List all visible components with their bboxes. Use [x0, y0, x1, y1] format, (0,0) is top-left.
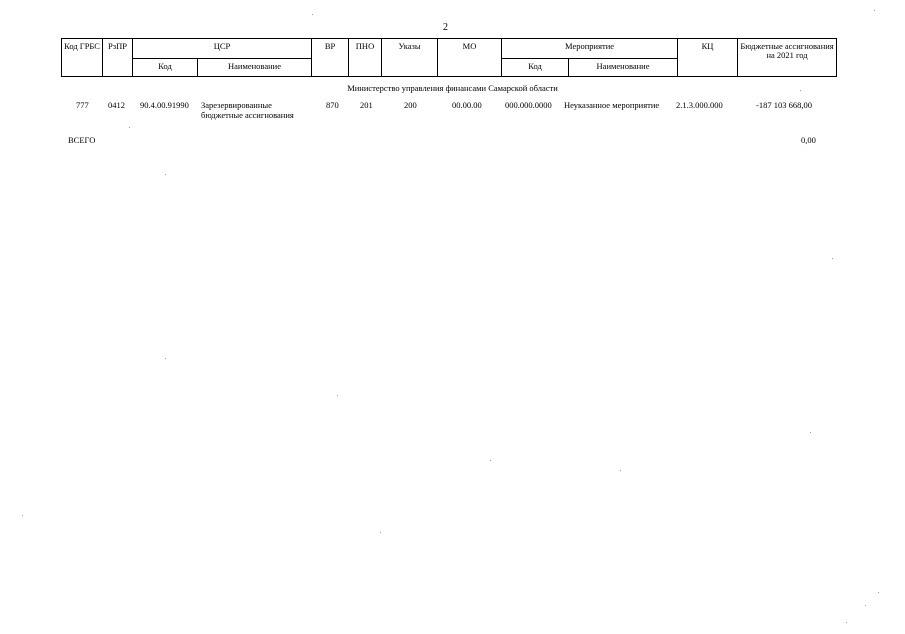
row-pno: 201 [360, 100, 373, 110]
header-pno: ПНО [349, 39, 382, 77]
header-kod-grbs: Код ГРБС [62, 39, 103, 77]
row-csr-kod: 90.4.00.91990 [140, 100, 189, 110]
header-budget: Бюджетные ассигнования на 2021 год [738, 39, 837, 77]
total-label: ВСЕГО [68, 135, 96, 145]
section-title: Министерство управления финансами Самарской области [347, 83, 558, 93]
budget-table-header [61, 38, 837, 77]
row-csr-name-line1: Зарезервированные [201, 100, 272, 110]
header-mo: МО [438, 39, 502, 77]
row-mer-name: Неуказанное мероприятие [564, 100, 660, 110]
header-csr-kod: Код [133, 59, 198, 77]
header-mer-kod: Код [502, 59, 569, 77]
row-rzpr: 0412 [108, 100, 125, 110]
row-mo: 00.00.00 [452, 100, 482, 110]
row-csr-name-line2: бюджетные ассигнования [201, 110, 294, 120]
header-vr: ВР [312, 39, 349, 77]
row-grbs: 777 [76, 100, 89, 110]
header-meropriyatie: Мероприятие [502, 39, 678, 59]
header-kc: КЦ [678, 39, 738, 77]
row-amount: -187 103 668,00 [756, 100, 812, 110]
row-vr: 870 [326, 100, 339, 110]
row-mer-kod: 000.000.0000 [505, 100, 552, 110]
page-number: 2 [443, 22, 448, 33]
header-rzpr: РзПР [103, 39, 133, 77]
total-amount: 0,00 [801, 135, 816, 145]
row-kc: 2.1.3.000.000 [676, 100, 723, 110]
header-csr: ЦСР [133, 39, 312, 59]
row-ukazy: 200 [404, 100, 417, 110]
header-mer-name: Наименование [569, 59, 678, 77]
header-ukazy: Указы [382, 39, 438, 77]
header-csr-name: Наименование [198, 59, 312, 77]
